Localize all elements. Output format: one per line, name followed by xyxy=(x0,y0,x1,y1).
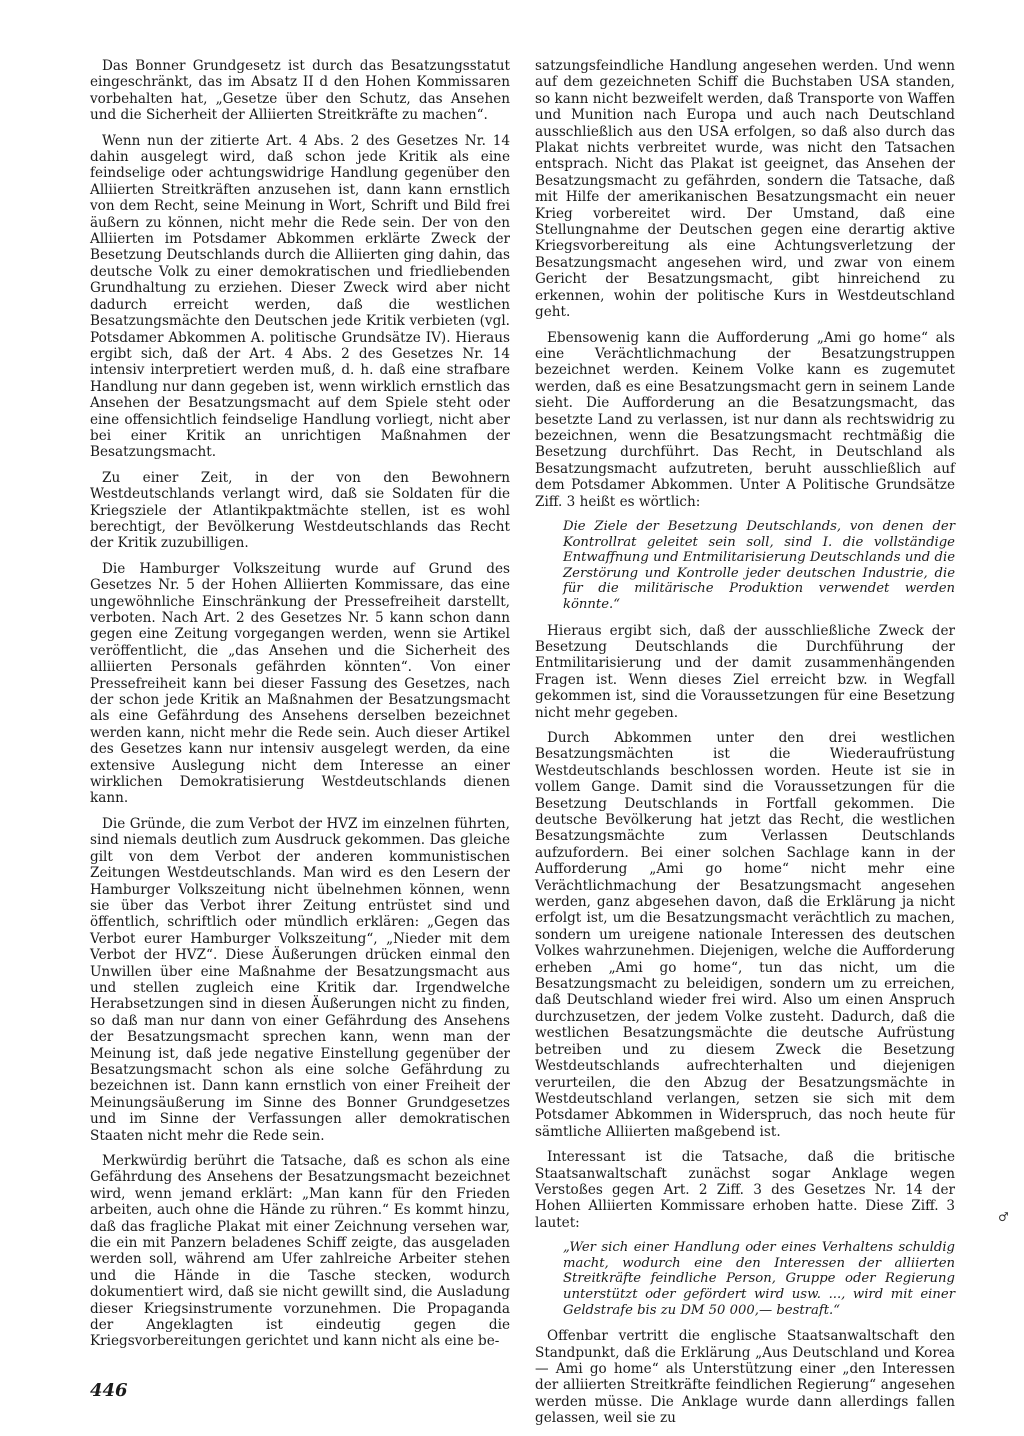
paragraph: Ebensowenig kann die Aufforderung „Ami go home“ als eine Verächtlichmachung der Besatzungstruppen bezeichnet werden. Keinem Volke kann es zugemutet werden, daß es eine Besatzungsmacht gern in seinem Lande sieht. Die Aufforderung an die Besatzungsmacht, das besetzte Land zu verlassen, ist nur dann als rechtswidrig zu bezeichnen, wenn die Besatzungsmacht rechtmäßig die Besetzung durchführt. Das Recht, in Deutschland als Besatzungsmacht aufzutreten, beruht ausschließlich auf dem Potsdamer Abkommen. Unter A Politische Grundsätze Ziff. 3 heißt es wörtlich: xyxy=(535,329,955,510)
paragraph: Merkwürdig berührt die Tatsache, daß es schon als eine Gefährdung des Ansehens der Besatzungsmacht bezeichnet wird, wenn jemand erklärt: „Man kann für den Frieden arbeiten, auch ohne die Hände zu rühren.“ Es kommt hinzu, daß das fragliche Plakat mit einer Zeichnung versehen war, die ein mit Panzern beladenes Schiff zeigte, das ausgeladen werden soll, während am Ufer zahlreiche Arbeiter stehen und die Hände in die Tasche stecken, wodurch dokumentiert wird, daß sie nicht gewillt sind, die Ausladung dieser Kriegsinstrumente vorzunehmen. Die Propaganda der Angeklagten ist eindeutig gegen die Kriegsvorbereitungen gerichtet und kann nicht als eine be- xyxy=(90,1153,510,1350)
paragraph: Offenbar vertritt die englische Staatsanwaltschaft den Standpunkt, daß die Erklärung „Aus Deutschland und Korea — Ami go home“ als Unterstützung einer „den Interessen der alliierten Streitkräfte feindlichen Regierung“ angesehen werden müsse. Die Anklage wurde dann allerdings fallen gelassen, weil sie zu xyxy=(535,1328,955,1427)
page-number: 446 xyxy=(90,1380,128,1401)
paragraph: Hieraus ergibt sich, daß der ausschließliche Zweck der Besetzung Deutschlands die Durchführung der Entmilitarisierung und der damit zusammenhängenden Fragen ist. Wenn dieses Ziel erreicht bzw. in Wegfall gekommen ist, sind die Voraussetzungen für eine Besetzung nicht mehr gegeben. xyxy=(535,622,955,721)
right-column xyxy=(535,58,955,1436)
paragraph: Durch Abkommen unter den drei westlichen Besatzungsmächten ist die Wiederaufrüstung Westdeutschlands beschlossen worden. Heute ist sie in vollem Gange. Damit sind die Voraussetzungen für die Besetzung Deutschlands in Fortfall gekommen. Die deutsche Bevölkerung hat jetzt das Recht, die westlichen Besatzungsmächte zum Verlassen Deutschlands aufzufordern. Bei einer solchen Sachlage kann in der Aufforderung „Ami go home“ nicht mehr eine Verächtlichmachung der Besatzungsmacht angesehen werden, ganz abgesehen davon, daß die Erklärung ja nicht erfolgt ist, um die Besatzungsmacht verächtlich zu machen, sondern um ureigene nationale Interessen des deutschen Volkes wahrzunehmen. Diejenigen, welche die Aufforderung erheben „Ami go home“, tun das nicht, um die Besatzungsmacht zu beleidigen, sondern um zu erreichen, daß Deutschland wieder frei wird. Also um einen Anspruch durchzusetzen, der jedem Volke zusteht. Dadurch, daß die westlichen Besatzungsmächte die deutsche Aufrüstung betreiben und zu diesem Zweck die Besetzung Westdeutschlands aufrechterhalten und diejenigen verurteilen, die den Abzug der Besatzungsmächte in Westdeutschland verlangen, setzen sie sich mit dem Potsdamer Abkommen in Widerspruch, das noch heute für sämtliche Alliierten maßgebend ist. xyxy=(535,729,955,1140)
paragraph: Das Bonner Grundgesetz ist durch das Besatzungsstatut eingeschränkt, das im Absatz II d den Hohen Kommissaren vorbehalten hat, „Gesetze über den Schutz, das Ansehen und die Sicherheit der Alliierten Streitkräfte zu machen“. xyxy=(90,58,510,124)
left-column xyxy=(90,58,510,1359)
paragraph: Zu einer Zeit, in der von den Bewohnern Westdeutschlands verlangt wird, daß sie Soldaten für die Kriegsziele der Atlantikpaktmächte stellen, ist es wohl berechtigt, der Bevölkerung Westdeutschlands das Recht der Kritik zuzubilligen. xyxy=(90,469,510,552)
block-quote: Die Ziele der Besetzung Deutschlands, von denen der Kontrollrat geleitet sein soll, sind I. die vollständige Entwaffnung und Entmilitarisierung Deutschlands und die Zerstörung und Kontrolle jeder deutschen Industrie, die für die militärische Produktion verwendet werden könnte.“ xyxy=(563,518,955,612)
paragraph: Interessant ist die Tatsache, daß die britische Staatsanwaltschaft zunächst sogar Anklage wegen Verstoßes gegen Art. 2 Ziff. 3 des Gesetzes Nr. 14 der Hohen Alliierten Kommissare erhoben hatte. Diese Ziff. 3 lautet: xyxy=(535,1149,955,1231)
paragraph: Die Hamburger Volkszeitung wurde auf Grund des Gesetzes Nr. 5 der Hohen Alliierten Kommissare, das eine ungewöhnliche Einschränkung der Pressefreiheit darstellt, verboten. Nach Art. 2 des Gesetzes Nr. 5 kann schon dann gegen eine Zeitung vorgegangen werden, wenn sie Artikel veröffentlicht, die „das Ansehen und die Sicherheit des alliierten Personals gefährden könnten“. Von einer Pressefreiheit kann bei dieser Fassung des Gesetzes, nach der schon jede Kritik an Maßnahmen der Besatzungsmacht als eine Gefährdung des Ansehens derselben bezeichnet werden kann, nicht mehr die Rede sein. Auch dieser Artikel des Gesetzes kann nur intensiv ausgelegt werden, da eine extensive Auslegung nicht dem Interesse an einer wirklichen Demokratisierung Westdeutschlands dienen kann. xyxy=(90,560,510,807)
paragraph: Die Gründe, die zum Verbot der HVZ im einzelnen führten, sind niemals deutlich zum Ausdruck gekommen. Das gleiche gilt von dem Verbot der anderen kommunistischen Zeitungen Westdeutschlands. Man wird es den Lesern der Hamburger Volkszeitung nicht übelnehmen können, wenn sie über das Verbot ihrer Zeitung entrüstet sind und öffentlich, schriftlich oder mündlich erklären: „Gegen das Verbot eurer Hamburger Volkszeitung“, „Nieder mit dem Verbot der HVZ“. Diese Äußerungen drücken einmal den Unwillen über eine Maßnahme der Besatzungsmacht aus und stellen zugleich eine Kritik dar. Irgendwelche Herabsetzungen sind in diesen Äußerungen nicht zu finden, so daß man nur dann von einer Gefährdung des Ansehens der Besatzungsmacht sprechen kann, wenn man der Meinung ist, daß jede negative Einstellung gegenüber der Besatzungsmacht schon als eine solche Gefährdung zu bezeichnen ist. Dann kann ernstlich von einer Freiheit der Meinungsäußerung im Sinne des Bonner Grundgesetzes und im Sinne der Verfassungen aller demokratischen Staaten nicht mehr die Rede sein. xyxy=(90,815,510,1144)
block-quote: „Wer sich einer Handlung oder eines Verhaltens schuldig macht, wodurch eine den Interessen der alliierten Streitkräfte feindliche Person, Gruppe oder Regierung unterstützt oder gefördert wird usw. ..., wird mit einer Geldstrafe bis zu DM 50 000,— bestraft.“ xyxy=(563,1240,955,1318)
margin-mark: ♂ xyxy=(998,1210,1009,1224)
paragraph: Wenn nun der zitierte Art. 4 Abs. 2 des Gesetzes Nr. 14 dahin ausgelegt wird, daß schon jede Kritik als eine feindselige oder achtungswidrige Handlung gegenüber den Alliierten Streitkräften anzusehen ist, dann kann ernstlich von dem Recht, seine Meinung in Wort, Schrift und Bild frei äußern zu können, nicht mehr die Rede sein. Der von den Alliierten im Potsdamer Abkommen erklärte Zweck der Besetzung Deutschlands durch die Alliierten ging dahin, das deutsche Volk zu einer demokratischen und friedliebenden Grundhaltung zu erziehen. Dieser Zweck wird aber nicht dadurch erreicht werden, daß die westlichen Besatzungsmächte den Deutschen jede Kritik verbieten (vgl. Potsdamer Abkommen A. politische Grundsätze IV). Hieraus ergibt sich, daß der Art. 4 Abs. 2 des Gesetzes Nr. 14 intensiv interpretiert werden muß, d. h. daß eine strafbare Handlung nur dann gegeben ist, wenn wirklich ernstlich das Ansehen der Besatzungsmacht auf dem Spiele steht oder eine offensichtlich feindselige Handlung vorliegt, nicht aber bei einer Kritik an unrichtigen Maßnahmen der Besatzungsmacht. xyxy=(90,132,510,461)
paragraph: satzungsfeindliche Handlung angesehen werden. Und wenn auf dem gezeichneten Schiff die Buchstaben USA standen, so kann nicht bezweifelt werden, daß Transporte von Waffen und Munition nach Europa und auch nach Deutschland ausschließlich aus den USA erfolgen, so daß also durch das Plakat nichts verbreitet wurde, was nicht den Tatsachen entsprach. Nicht das Plakat ist geeignet, das Ansehen der Besatzungsmacht zu gefährden, sondern die Tatsache, daß mit Hilfe der amerikanischen Besatzungsmacht ein neuer Krieg vorbereitet wird. Der Umstand, daß eine Stellungnahme der Deutschen gegen eine derartig aktive Kriegsvorbereitung als eine Achtungsverletzung der Besatzungsmacht angesehen wird, und zwar von einem Gericht der Besatzungsmacht, gibt hinreichend zu erkennen, wohin der politische Kurs in Westdeutschland geht. xyxy=(535,58,955,321)
